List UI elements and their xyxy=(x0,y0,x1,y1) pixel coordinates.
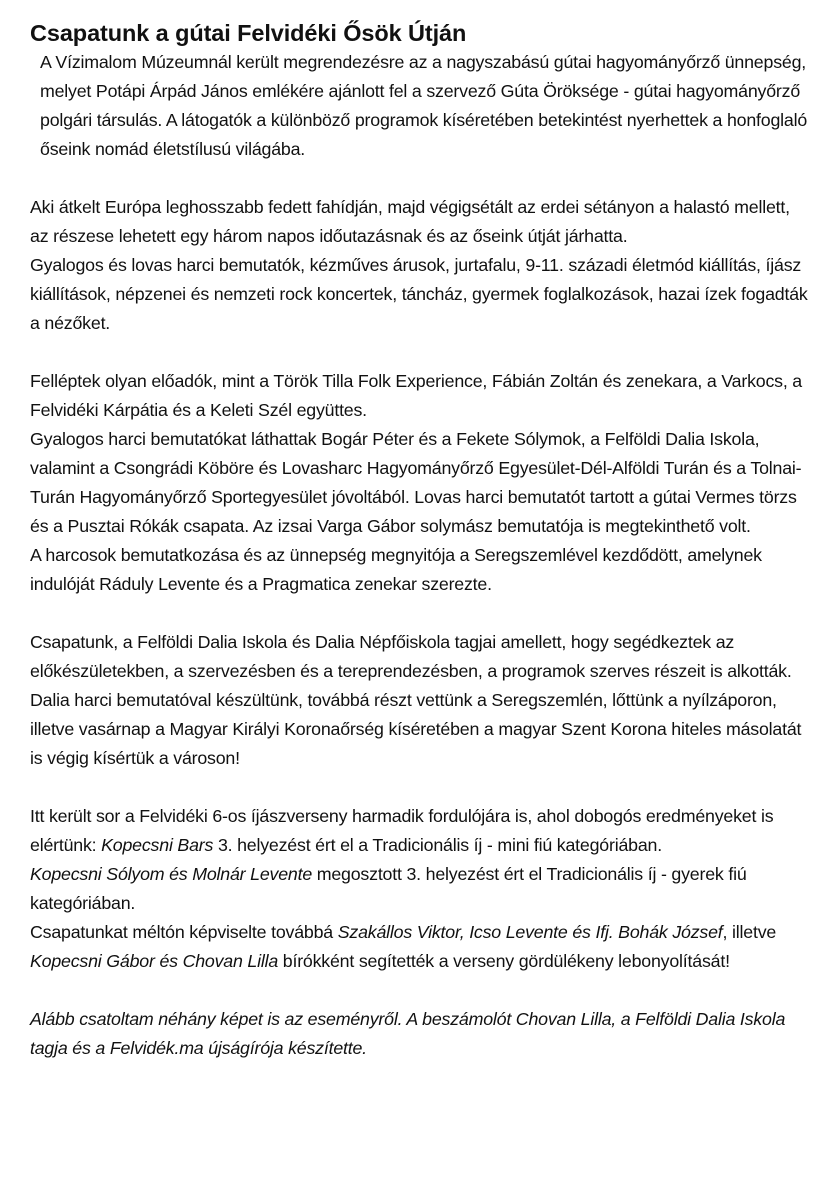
results-text: 3. helyezést ért el a Tradicionális íj - mini fiú kategóriában. xyxy=(213,835,662,855)
paragraph-gap xyxy=(30,599,812,628)
representatives-text: bírókként segítették a verseny gördülékeny lebonyolítását! xyxy=(278,951,730,971)
results-text: megosztott 3. helyezést ért el Tradicionális íj - gyerek fiú kategóriában. xyxy=(30,864,747,913)
paragraph-gap xyxy=(30,338,812,367)
paragraph-performers: Felléptek olyan előadók, mint a Török Tilla Folk Experience, Fábián Zoltán és zenekara, a Varkocs, a Felvidéki Kárpátia és a Keleti Szél együttes. xyxy=(30,371,802,420)
paragraph-bridge: Aki átkelt Európa leghosszabb fedett fahídján, majd végigsétált az erdei sétányon a halastó mellett, az részese lehetett egy három napos időutazásnak és az őseink útját járhatta. xyxy=(30,197,790,246)
paragraph-results-1 xyxy=(30,802,812,860)
paragraph-gap xyxy=(30,773,812,802)
paragraph-gap xyxy=(30,976,812,1005)
paragraph-opening: A harcosok bemutatkozása és az ünnepség megnyitója a Seregszemlével kezdődött, amelynek indulóját Ráduly Levente és a Pragmatica zenekar szerezte. xyxy=(30,545,762,594)
paragraph-intro: A Vízimalom Múzeumnál került megrendezésre az a nagyszabású gútai hagyományőrző ünnepség, melyet Potápi Árpád János emlékére ajánlott fel a szervező Gúta Öröksége - gútai hagyományőrző polgári társulás. A látogatók a különböző programok kíséretében betekintést nyerhettek a honfoglaló őseink nomád életstílusú világába. xyxy=(40,52,808,159)
paragraph-programs: Gyalogos és lovas harci bemutatók, kézműves árusok, jurtafalu, 9-11. századi életmód kiállítás, íjász kiállítások, népzenei és nemzeti rock koncertek, táncház, gyermek foglalkozások, hazai ízek fogadták a nézőket. xyxy=(30,255,808,333)
judge-names: Kopecsni Gábor és Chovan Lilla xyxy=(30,951,279,971)
representatives-text: Csapatunkat méltón képviselte továbbá xyxy=(30,922,338,942)
paragraph-footer-note: Alább csatoltam néhány képet is az eseményről. A beszámolót Chovan Lilla, a Felföldi Dalia Iskola tagja és a Felvidék.ma újságírója készítette. xyxy=(30,1009,786,1058)
paragraph-results-2 xyxy=(30,860,812,918)
results-text: Itt került sor a Felvidéki 6-os íjászverseny harmadik fordulójára is, ahol dobogós eredményeket is elértünk: xyxy=(30,806,774,855)
paragraph-gap xyxy=(30,164,812,193)
competitor-name: Kopecsni Bars xyxy=(101,835,214,855)
representative-names: Szakállos Viktor, Icso Levente és Ifj. Bohák József xyxy=(337,922,723,942)
paragraph-representatives xyxy=(30,918,812,976)
paragraph-team: Csapatunk, a Felföldi Dalia Iskola és Dalia Népfőiskola tagjai amellett, hogy segédkeztek az előkészületekben, a szervezésben és a tereprendezésben, a programok szerves részeit is alkották. Dalia harci bemutatóval készültünk, továbbá részt vettünk a Seregszemlén, lőttünk a nyílzáporon, illetve vasárnap a Magyar Királyi Koronaőrség kíséretében a magyar Szent Korona hiteles másolatát is végig kísértük a városon! xyxy=(30,632,802,768)
article-title: Csapatunk a gútai Felvidéki Ősök Útján xyxy=(30,20,467,46)
paragraph-combat-demos: Gyalogos harci bemutatókat láthattak Bogár Péter és a Fekete Sólymok, a Felföldi Dalia Iskola, valamint a Csongrádi Köböre és Lovasharc Hagyományőrző Egyesület-Dél-Alföldi Turán és a Tolnai-Turán Hagyományőrző Sportegyesület jóvoltából. Lovas harci bemutatót tartott a gútai Vermes törzs és a Pusztai Rókák csapata. Az izsai Varga Gábor solymász bemutatója is megtekinthető volt. xyxy=(30,429,802,536)
competitor-names: Kopecsni Sólyom és Molnár Levente xyxy=(30,864,313,884)
representatives-text: , illetve xyxy=(722,922,777,942)
